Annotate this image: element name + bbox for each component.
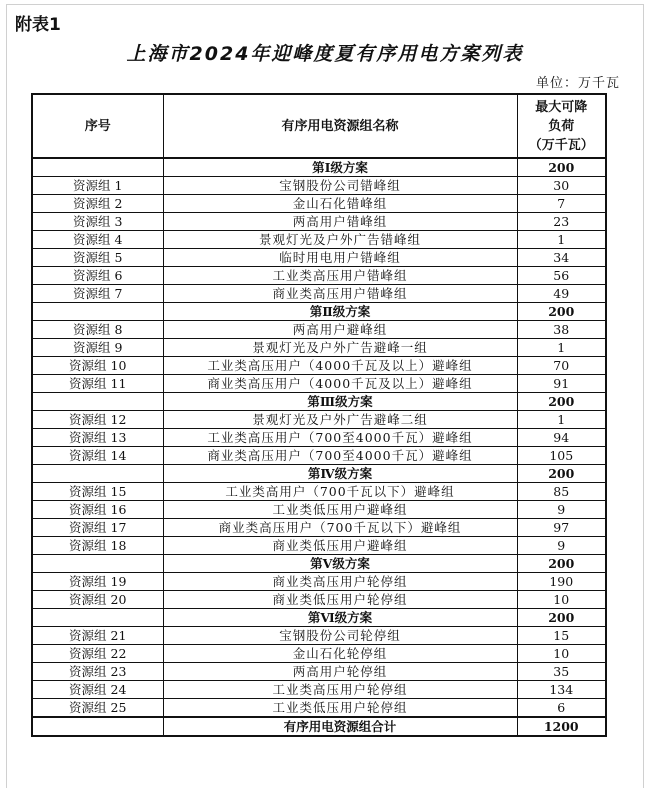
resource-group-load: 9 <box>517 501 606 519</box>
resource-group-seq: 资源组 18 <box>32 537 163 555</box>
table-row <box>32 429 606 447</box>
resource-group-name: 两高用户轮停组 <box>163 663 517 681</box>
header-load-line1: 最大可降 <box>535 99 588 115</box>
resource-group-load: 10 <box>517 645 606 663</box>
resource-group-load: 6 <box>517 699 606 718</box>
total-row <box>32 717 606 736</box>
resource-group-seq: 资源组 12 <box>32 411 163 429</box>
level-total: 200 <box>517 158 606 177</box>
level-title: 第Ⅲ级方案 <box>163 393 517 411</box>
resource-group-name: 临时用电用户错峰组 <box>163 249 517 267</box>
resource-group-name: 两高用户避峰组 <box>163 321 517 339</box>
level-title: 第Ⅱ级方案 <box>163 303 517 321</box>
resource-group-name: 景观灯光及户外广告避峰二组 <box>163 411 517 429</box>
resource-group-load: 1 <box>517 231 606 249</box>
resource-group-name: 两高用户错峰组 <box>163 213 517 231</box>
resource-group-seq: 资源组 4 <box>32 231 163 249</box>
table-row <box>32 519 606 537</box>
level-row <box>32 465 606 483</box>
level-row <box>32 555 606 573</box>
resource-group-seq: 资源组 2 <box>32 195 163 213</box>
level-row <box>32 158 606 177</box>
resource-group-seq: 资源组 23 <box>32 663 163 681</box>
level-row <box>32 609 606 627</box>
table-row <box>32 177 606 195</box>
header-load-line2: 负荷 <box>548 118 575 134</box>
resource-group-name: 景观灯光及户外广告错峰组 <box>163 231 517 249</box>
resource-group-name: 金山石化轮停组 <box>163 645 517 663</box>
header-name: 有序用电资源组名称 <box>163 94 517 158</box>
level-empty-cell <box>32 158 163 177</box>
resource-group-name: 商业类高压用户（700至4000千瓦）避峰组 <box>163 447 517 465</box>
level-total: 200 <box>517 555 606 573</box>
resource-group-load: 70 <box>517 357 606 375</box>
resource-group-load: 1 <box>517 411 606 429</box>
resource-group-seq: 资源组 16 <box>32 501 163 519</box>
resource-group-load: 7 <box>517 195 606 213</box>
document-title: 上海市2024年迎峰度夏有序用电方案列表 <box>126 43 524 65</box>
resource-group-seq: 资源组 13 <box>32 429 163 447</box>
page-frame-left <box>6 4 7 788</box>
table-row <box>32 681 606 699</box>
total-label: 有序用电资源组合计 <box>163 717 517 736</box>
resource-group-seq: 资源组 11 <box>32 375 163 393</box>
resource-group-seq: 资源组 9 <box>32 339 163 357</box>
resource-group-load: 34 <box>517 249 606 267</box>
table-row <box>32 663 606 681</box>
header-load-line3: （万千瓦） <box>528 137 594 153</box>
level-empty-cell <box>32 393 163 411</box>
level-title: 第Ⅰ级方案 <box>163 158 517 177</box>
table-row <box>32 231 606 249</box>
level-title: 第Ⅳ级方案 <box>163 465 517 483</box>
unit-label: 单位：万千瓦 <box>535 76 620 91</box>
resource-group-seq: 资源组 17 <box>32 519 163 537</box>
resource-group-name: 商业类低压用户轮停组 <box>163 591 517 609</box>
resource-group-seq: 资源组 7 <box>32 285 163 303</box>
level-title: 第Ⅵ级方案 <box>163 609 517 627</box>
table-row <box>32 267 606 285</box>
resource-group-name: 金山石化错峰组 <box>163 195 517 213</box>
resource-group-name: 工业类高压用户（700至4000千瓦）避峰组 <box>163 429 517 447</box>
resource-group-name: 工业类高压用户（4000千瓦及以上）避峰组 <box>163 357 517 375</box>
page-frame-top <box>6 4 644 5</box>
resource-group-load: 49 <box>517 285 606 303</box>
resource-group-name: 商业类高压用户轮停组 <box>163 573 517 591</box>
table-row <box>32 375 606 393</box>
table-row <box>32 483 606 501</box>
table-row <box>32 249 606 267</box>
header-seq: 序号 <box>32 94 163 158</box>
resource-group-load: 10 <box>517 591 606 609</box>
resource-group-load: 30 <box>517 177 606 195</box>
resource-group-load: 38 <box>517 321 606 339</box>
header-load <box>517 94 606 158</box>
table-row <box>32 537 606 555</box>
resource-group-load: 23 <box>517 213 606 231</box>
level-row <box>32 393 606 411</box>
resource-group-load: 85 <box>517 483 606 501</box>
table-row <box>32 195 606 213</box>
resource-group-load: 91 <box>517 375 606 393</box>
table-row <box>32 591 606 609</box>
resource-group-seq: 资源组 14 <box>32 447 163 465</box>
resource-group-name: 宝钢股份公司错峰组 <box>163 177 517 195</box>
resource-group-load: 15 <box>517 627 606 645</box>
resource-group-seq: 资源组 20 <box>32 591 163 609</box>
resource-group-name: 工业类高压用户错峰组 <box>163 267 517 285</box>
resource-group-name: 商业类高压用户（700千瓦以下）避峰组 <box>163 519 517 537</box>
resource-group-load: 1 <box>517 339 606 357</box>
resource-group-seq: 资源组 21 <box>32 627 163 645</box>
resource-group-seq: 资源组 24 <box>32 681 163 699</box>
table-row <box>32 447 606 465</box>
resource-group-seq: 资源组 5 <box>32 249 163 267</box>
table-header-row <box>32 94 606 158</box>
level-title: 第Ⅴ级方案 <box>163 555 517 573</box>
resource-group-name: 工业类高压用户轮停组 <box>163 681 517 699</box>
resource-group-seq: 资源组 10 <box>32 357 163 375</box>
resource-group-seq: 资源组 19 <box>32 573 163 591</box>
table-row <box>32 321 606 339</box>
page-frame-right <box>643 4 644 788</box>
level-row <box>32 303 606 321</box>
table-row <box>32 339 606 357</box>
table-row <box>32 285 606 303</box>
table-row <box>32 645 606 663</box>
total-empty-cell <box>32 717 163 736</box>
resource-group-name: 工业类低压用户避峰组 <box>163 501 517 519</box>
resource-group-seq: 资源组 1 <box>32 177 163 195</box>
resource-group-seq: 资源组 6 <box>32 267 163 285</box>
table-body <box>32 158 606 736</box>
table-row <box>32 411 606 429</box>
annex-label: 附表1 <box>15 15 61 35</box>
resource-group-name: 工业类低压用户轮停组 <box>163 699 517 718</box>
resource-group-seq: 资源组 25 <box>32 699 163 718</box>
resource-group-load: 94 <box>517 429 606 447</box>
level-empty-cell <box>32 555 163 573</box>
resource-group-load: 35 <box>517 663 606 681</box>
resource-group-name: 工业类高用户（700千瓦以下）避峰组 <box>163 483 517 501</box>
level-empty-cell <box>32 609 163 627</box>
table-row <box>32 357 606 375</box>
table-row <box>32 213 606 231</box>
orderly-power-plan-table <box>31 93 607 737</box>
level-total: 200 <box>517 393 606 411</box>
resource-group-load: 134 <box>517 681 606 699</box>
total-value: 1200 <box>517 717 606 736</box>
table-row <box>32 627 606 645</box>
resource-group-load: 56 <box>517 267 606 285</box>
table-row <box>32 573 606 591</box>
resource-group-name: 商业类低压用户避峰组 <box>163 537 517 555</box>
resource-group-name: 商业类高压用户（4000千瓦及以上）避峰组 <box>163 375 517 393</box>
resource-group-load: 9 <box>517 537 606 555</box>
level-total: 200 <box>517 303 606 321</box>
resource-group-name: 景观灯光及户外广告避峰一组 <box>163 339 517 357</box>
level-total: 200 <box>517 609 606 627</box>
level-empty-cell <box>32 303 163 321</box>
resource-group-seq: 资源组 15 <box>32 483 163 501</box>
level-total: 200 <box>517 465 606 483</box>
table-row <box>32 699 606 718</box>
resource-group-load: 105 <box>517 447 606 465</box>
level-empty-cell <box>32 465 163 483</box>
resource-group-name: 宝钢股份公司轮停组 <box>163 627 517 645</box>
resource-group-name: 商业类高压用户错峰组 <box>163 285 517 303</box>
resource-group-seq: 资源组 3 <box>32 213 163 231</box>
table-row <box>32 501 606 519</box>
resource-group-seq: 资源组 8 <box>32 321 163 339</box>
resource-group-load: 97 <box>517 519 606 537</box>
resource-group-load: 190 <box>517 573 606 591</box>
resource-group-seq: 资源组 22 <box>32 645 163 663</box>
